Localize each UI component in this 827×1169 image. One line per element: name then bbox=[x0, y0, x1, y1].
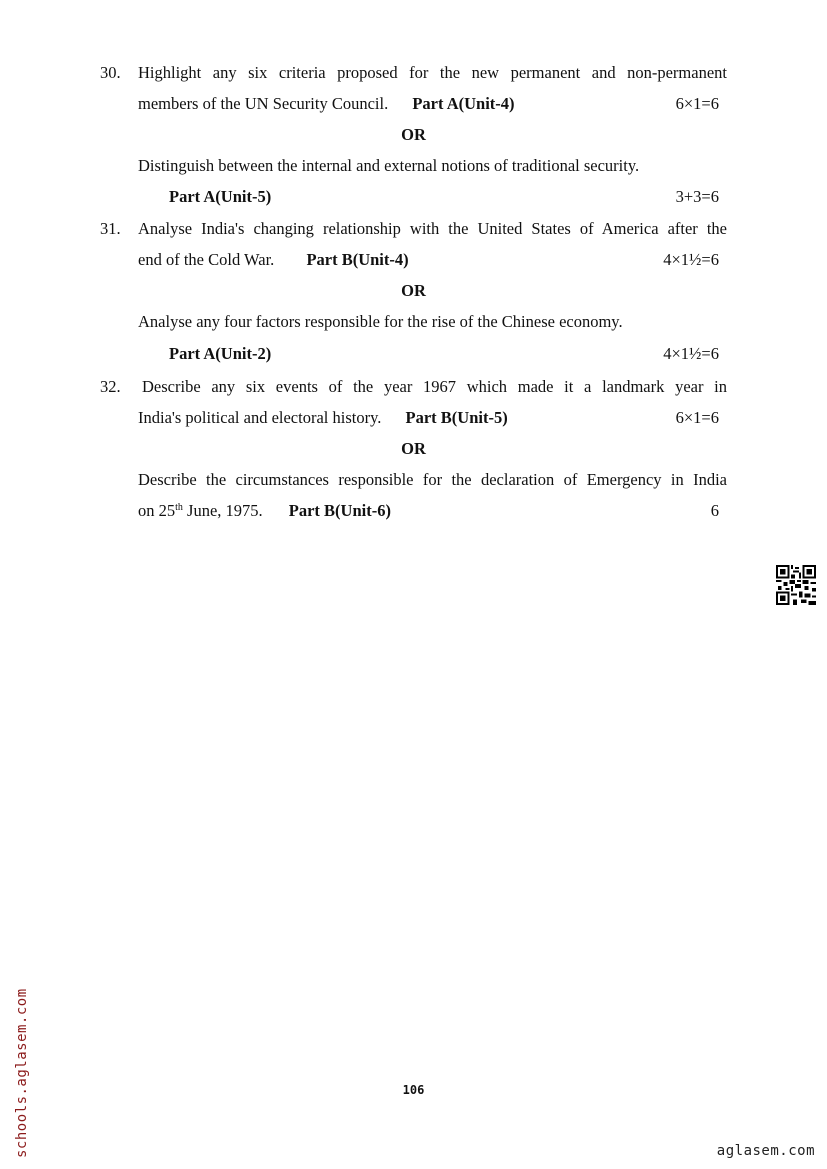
question-number: 30. bbox=[100, 63, 121, 82]
marks: 4×1½=6 bbox=[663, 250, 719, 269]
watermark-bottom: aglasem.com bbox=[716, 1143, 815, 1159]
watermark-side: schools.aglasem.com bbox=[14, 988, 30, 1158]
question-text: members of the UN Security Council. bbox=[138, 94, 389, 113]
page-number: 106 bbox=[402, 1083, 425, 1097]
question-text-line: Analyse India's changing relationship with the United States of America after the bbox=[138, 219, 727, 238]
or-label: OR bbox=[401, 281, 426, 300]
alternative-question-text: Analyse any four factors responsible for the rise of the Chinese economy. bbox=[138, 312, 623, 331]
ordinal-suffix: th bbox=[175, 502, 183, 513]
question-text-line bbox=[138, 94, 727, 114]
part-label: Part B(Unit-4) bbox=[306, 250, 409, 269]
marks: 6×1=6 bbox=[675, 94, 719, 113]
part-label: Part A(Unit-4) bbox=[412, 94, 515, 113]
marks: 4×1½=6 bbox=[663, 344, 719, 363]
alternative-question-text: Distinguish between the internal and external notions of traditional security. bbox=[138, 156, 640, 175]
or-label: OR bbox=[401, 125, 426, 144]
question-text: India's political and electoral history. bbox=[138, 408, 382, 427]
question-text-line: Describe any six events of the year 1967 which made it a landmark year in bbox=[142, 377, 727, 396]
question-number: 32. bbox=[100, 377, 121, 396]
alternative-question-text-line bbox=[138, 501, 727, 521]
question-text-line bbox=[138, 408, 727, 428]
part-label: Part A(Unit-2) bbox=[169, 344, 272, 363]
part-label: Part B(Unit-6) bbox=[288, 501, 391, 520]
part-label: Part A(Unit-5) bbox=[169, 187, 272, 206]
or-label: OR bbox=[401, 439, 426, 458]
question-text: end of the Cold War. bbox=[138, 250, 275, 269]
question-text: on 25 bbox=[138, 501, 176, 520]
marks: 6×1=6 bbox=[675, 408, 719, 427]
qr-code-icon bbox=[776, 565, 816, 605]
question-number: 31. bbox=[100, 219, 121, 238]
question-text-line bbox=[138, 250, 727, 270]
marks: 6 bbox=[710, 501, 719, 520]
question-text: June, 1975. bbox=[182, 501, 263, 520]
part-label: Part B(Unit-5) bbox=[405, 408, 508, 427]
marks: 3+3=6 bbox=[675, 187, 719, 206]
alternative-question-text: Describe the circumstances responsible for the declaration of Emergency in India bbox=[138, 470, 727, 489]
question-text-line: Highlight any six criteria proposed for the new permanent and non-permanent bbox=[138, 63, 727, 82]
